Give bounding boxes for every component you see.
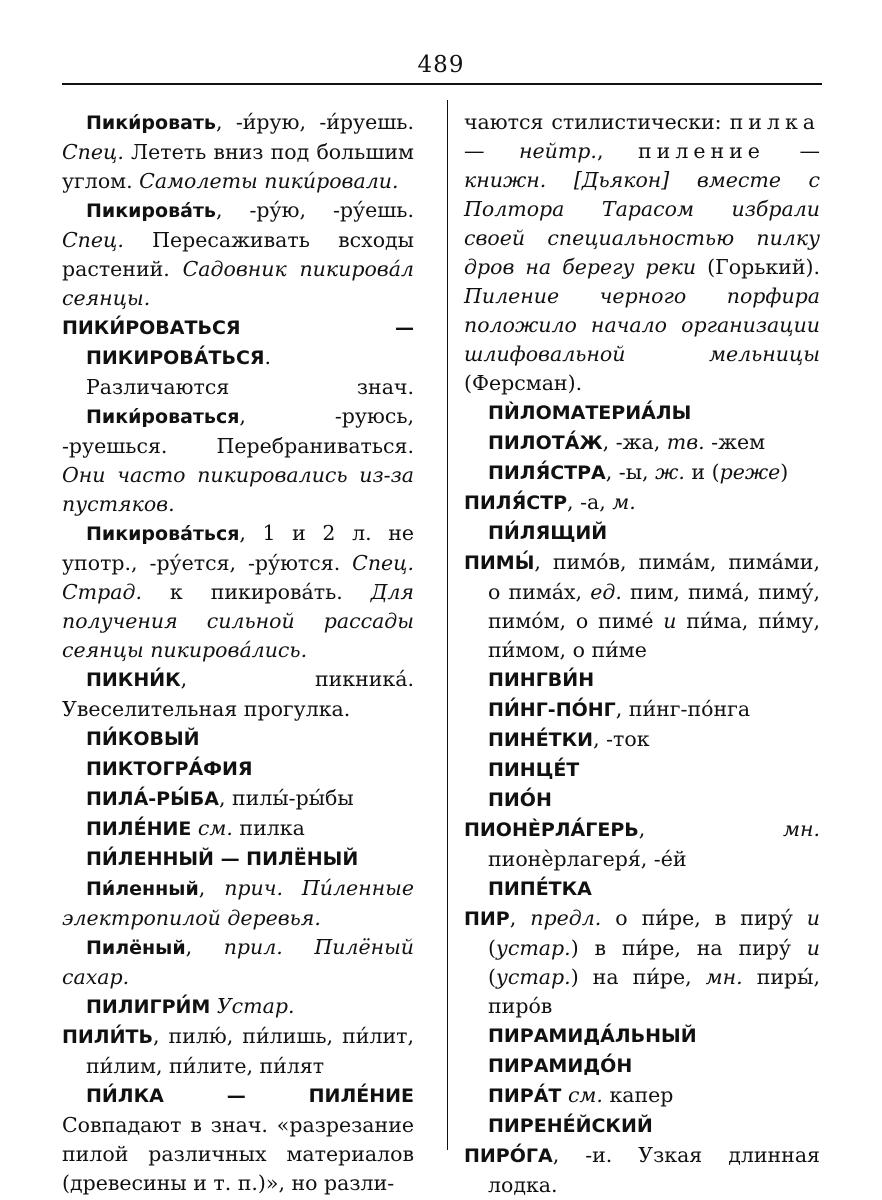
- entry-italic-text: и: [806, 906, 820, 930]
- entry-italic-text: прил. Пилёный сахар.: [62, 935, 414, 989]
- entry-text: Пересаживать всходы растений.: [62, 228, 414, 281]
- entry-italic-text: мн.: [705, 965, 743, 989]
- dictionary-entry: [62, 874, 414, 933]
- entry-italic-text: Они часто пикировались из-за пустяков.: [62, 463, 414, 516]
- entry-text: ): [780, 460, 789, 484]
- entry-text: , пимо́в, пима́м, пима́ми, о пима́х,: [488, 550, 820, 604]
- dictionary-entry: [62, 108, 414, 196]
- dictionary-entry: [464, 488, 820, 518]
- dictionary-entry: [62, 992, 414, 1022]
- entry-headword: ПИ́ЛКА — ПИЛЕ́НИЕ: [86, 1085, 414, 1107]
- entry-headword: ПИМЫ́: [464, 552, 535, 574]
- entry-headword: ПИ́НГ-ПО́НГ: [488, 699, 616, 721]
- dictionary-entry: [464, 398, 820, 428]
- entry-italic-text: Для получения сильной рассады сеянцы пикирова́лись.: [62, 580, 414, 662]
- entry-headword: ПИ́КОВЫЙ: [86, 728, 200, 750]
- entry-italic-text: м.: [612, 490, 636, 514]
- entry-text: ,: [596, 139, 638, 163]
- entry-text: , -ру́ю, -ру́ешь.: [215, 198, 414, 222]
- dictionary-entry: [62, 1081, 414, 1198]
- entry-italic-text: предл.: [530, 906, 602, 930]
- entry-text: , пилы́-ры́бы: [218, 786, 354, 810]
- dictionary-entry: [464, 1051, 820, 1081]
- entry-text: , -ток: [593, 727, 650, 751]
- entry-headword: ПИЛИГРИ́М: [86, 996, 211, 1018]
- entry-headword: ПИРА́Т: [488, 1085, 562, 1107]
- entry-headword: ПИ́ЛЕННЫЙ — ПИЛЁНЫЙ: [86, 848, 359, 870]
- dictionary-entry: [464, 518, 820, 548]
- dictionary-entry: [62, 784, 414, 814]
- entry-headword: ПЍЛОМАТЕРИА́ЛЫ: [488, 402, 692, 424]
- entry-text: Лететь вниз под большим углом.: [62, 140, 414, 193]
- entry-text: (: [488, 936, 496, 960]
- entry-text: чаются стилистически:: [464, 110, 730, 134]
- entry-italic-text: тв.: [666, 430, 705, 454]
- entry-italic-text: прич. Пи́ленные электропилой деревья.: [62, 876, 414, 930]
- entry-headword: ПИНЦЕ́Т: [488, 759, 580, 781]
- dictionary-entry: [464, 1111, 820, 1141]
- entry-text: , -руюсь, -руешься. Перебраниваться.: [62, 404, 414, 458]
- entry-headword: Пики́роваться: [86, 406, 240, 428]
- entry-italic-text: Устар.: [216, 994, 295, 1018]
- entry-text: . Различаются знач.: [86, 345, 414, 399]
- entry-italic-text: устар.: [496, 936, 571, 960]
- entry-text: пиры́, пиро́в: [488, 965, 820, 1018]
- entry-italic-text: устар.: [496, 965, 571, 989]
- entry-headword: ПИКНИ́К: [86, 669, 181, 691]
- entry-text: , пилю́, пи́лишь, пи́лит, пи́лим, пи́лите, пи́лят: [86, 1024, 414, 1078]
- entry-headword: ПИО́Н: [488, 789, 552, 811]
- dictionary-entry: [62, 665, 414, 724]
- dictionary-entry: [464, 428, 820, 458]
- entry-headword: Пики́ровать: [86, 112, 216, 134]
- right-column: [464, 108, 820, 1200]
- dictionary-entry: [464, 815, 820, 874]
- entry-italic-text: Спец.: [62, 228, 124, 252]
- entry-text: капер: [602, 1083, 674, 1107]
- dictionary-entry: [464, 1141, 820, 1200]
- entry-headword: Пикирова́ться: [86, 523, 240, 545]
- dictionary-entry: [464, 785, 820, 815]
- dictionary-entry: [62, 724, 414, 754]
- entry-spaced-text: пиление: [638, 139, 765, 163]
- entry-italic-text: Спец. Страд.: [62, 551, 414, 604]
- entry-text: ,: [638, 817, 783, 841]
- dictionary-entry: [464, 665, 820, 695]
- entry-text: ,: [198, 876, 225, 900]
- entry-text: , -и́рую, -и́руешь.: [215, 110, 414, 134]
- entry-text: , -жа,: [602, 430, 667, 454]
- entry-italic-text: Спец.: [62, 140, 124, 164]
- dictionary-entry: [464, 874, 820, 904]
- entry-italic-text: и: [806, 936, 820, 960]
- entry-headword: ПИЛА́-РЫ́БА: [86, 788, 219, 810]
- dictionary-entry: [464, 695, 820, 725]
- dictionary-entry: [62, 844, 414, 874]
- entry-italic-text: книжн. [Дьякон] вместе с Полтора Тарасом избрали своей специальностью пилку дров на берегу реки: [464, 168, 820, 279]
- entry-headword: Пикирова́ть: [86, 200, 216, 222]
- dictionary-entry: [62, 754, 414, 784]
- dictionary-entry: [464, 458, 820, 488]
- entry-italic-text: нейтр.: [519, 139, 597, 163]
- page-number: 489: [417, 52, 465, 78]
- entry-italic-text: Самолеты пики́ровали.: [139, 169, 399, 193]
- entry-text: о пи́ре, в пиру́: [601, 906, 807, 930]
- dictionary-entry: [464, 1021, 820, 1051]
- entry-text: , пикника́. Увеселительная прогулка.: [62, 667, 414, 721]
- dictionary-entry: [464, 755, 820, 785]
- entry-text: , 1 и 2 л. не употр., -ру́ется, -ру́ются.: [62, 521, 414, 575]
- dictionary-entry: [62, 196, 414, 313]
- entry-italic-text: Пиление черного порфира положило начало организации шлифовальной мельницы: [464, 284, 820, 366]
- entry-text: пилка: [232, 816, 305, 840]
- entry-headword: ПИЛЯ́СТРА: [488, 462, 606, 484]
- entry-headword: ПИЛИ́ТЬ: [62, 1026, 153, 1048]
- entry-headword: ПИОНЀРЛА́ГЕРЬ: [464, 819, 639, 841]
- left-column: [62, 108, 414, 1198]
- dictionary-entry: [62, 1022, 414, 1081]
- dictionary-entry: [464, 725, 820, 755]
- entry-text: пи́ма, пи́му, пи́мом, о пи́ме: [488, 609, 820, 662]
- entry-text: Совпадают в знач. «разрезание пилой различных материалов (древесины и т. п.)», но разли-: [62, 1113, 414, 1195]
- entry-text: ,: [185, 935, 224, 959]
- entry-text: ) на пи́ре,: [570, 965, 706, 989]
- entry-headword: Пи́ленный: [86, 878, 199, 900]
- entry-text: -жем: [704, 430, 766, 454]
- entry-spaced-text: пилка: [729, 110, 820, 134]
- dictionary-entry: [62, 402, 414, 519]
- entry-text: к пикирова́ть.: [141, 580, 371, 604]
- entry-italic-text: ж.: [655, 460, 685, 484]
- dictionary-entry: [62, 519, 414, 665]
- entry-headword: ПИПЕ́ТКА: [488, 878, 592, 900]
- entry-italic-text: Садовник пикирова́л сеянцы.: [62, 257, 414, 310]
- entry-text: пим, пима́, пиму́, пимо́м, о пиме́: [488, 580, 821, 633]
- entry-italic-text: и: [663, 609, 677, 633]
- entry-headword: ПИРАМИДО́Н: [488, 1055, 633, 1077]
- entry-text: , пи́нг-по́нга: [615, 697, 751, 721]
- entry-italic-text: ед.: [590, 580, 622, 604]
- column-divider: [447, 100, 448, 1150]
- entry-italic-text: см.: [567, 1083, 603, 1107]
- dictionary-entry: [62, 313, 414, 402]
- entry-italic-text: мн.: [782, 817, 820, 841]
- entry-italic-text: реже: [719, 460, 781, 484]
- entry-headword: ПИНЕ́ТКИ: [488, 729, 594, 751]
- entry-headword: ПИКИ́РОВАТЬСЯ — ПИКИРОВА́ТЬСЯ: [62, 317, 414, 369]
- entry-text: ) в пи́ре, на пиру́: [570, 936, 807, 960]
- entry-text: —: [764, 139, 820, 163]
- entry-headword: ПИЛЕ́НИЕ: [86, 818, 192, 840]
- dictionary-entry: [464, 108, 820, 398]
- dictionary-entry: [464, 1081, 820, 1111]
- entry-headword: ПИРАМИДА́ЛЬНЫЙ: [488, 1025, 697, 1047]
- dictionary-entry: [464, 904, 820, 1021]
- entry-text: , -ы,: [605, 460, 656, 484]
- entry-text: (Горький).: [696, 255, 821, 279]
- entry-text: пионѐрлагеря́, -е́й: [488, 847, 687, 871]
- entry-headword: ПИР: [464, 908, 510, 930]
- entry-headword: ПИНГВИ́Н: [488, 669, 595, 691]
- entry-headword: ПИКТОГРА́ФИЯ: [86, 758, 253, 780]
- dictionary-entry: [62, 814, 414, 844]
- entry-text: —: [464, 139, 520, 163]
- entry-text: , -и. Узкая длинная лодка.: [488, 1143, 820, 1197]
- entry-headword: ПИРЕНЕ́ЙСКИЙ: [488, 1115, 653, 1137]
- dictionary-entry: [464, 548, 820, 665]
- entry-text: (: [488, 965, 496, 989]
- entry-headword: ПИЛЯ́СТР: [464, 492, 568, 514]
- entry-italic-text: см.: [197, 816, 233, 840]
- dictionary-entry: [62, 933, 414, 992]
- entry-text: , -а,: [567, 490, 613, 514]
- entry-headword: ПИЛОТА́Ж: [488, 432, 603, 454]
- entry-headword: ПИРО́ГА: [464, 1145, 553, 1167]
- header-rule: [62, 83, 822, 85]
- entry-text: и (: [684, 460, 720, 484]
- entry-text: ,: [509, 906, 531, 930]
- entry-text: (Ферсман).: [464, 371, 583, 395]
- entry-headword: ПИ́ЛЯЩИЙ: [488, 522, 608, 544]
- entry-headword: Пилёный: [86, 937, 186, 959]
